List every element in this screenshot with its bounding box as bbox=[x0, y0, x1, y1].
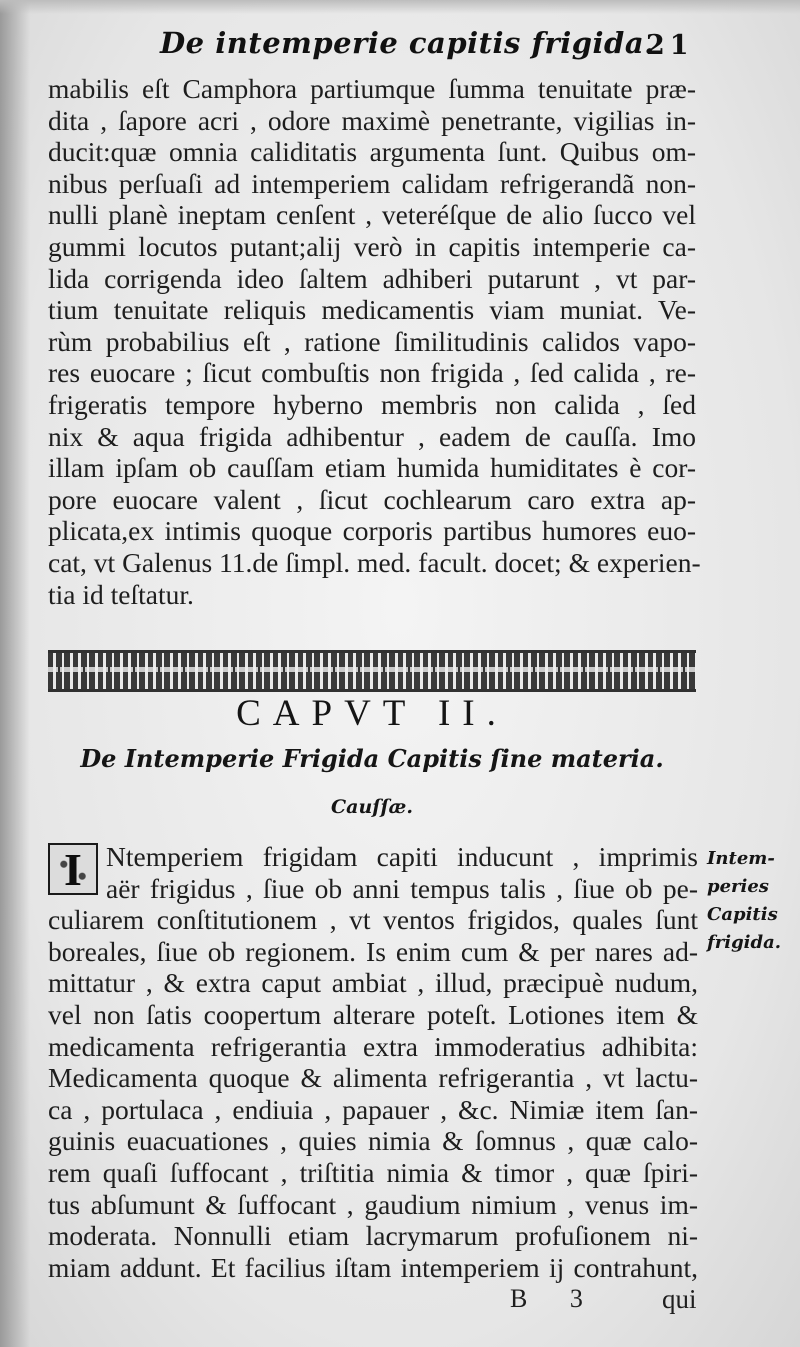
text-line: Medicamenta quoque & alimenta refrigerantia , vt lactu- bbox=[48, 1062, 698, 1094]
marginal-note bbox=[707, 845, 797, 957]
top-paragraph bbox=[48, 73, 701, 610]
text-line: illam ipſam ob cauſſam etiam humida humiditates è cor- bbox=[48, 452, 696, 484]
text-line: ca , portulaca , endiuia , papauer , &c. Nimiæ item ſan- bbox=[48, 1093, 698, 1125]
text-line: medicamenta refrigerantia extra immoderatius adhibita: bbox=[48, 1030, 698, 1062]
text-line: plicata,ex intimis quoque corporis partibus humores euo- bbox=[48, 515, 696, 547]
text-line: tium tenuitate reliquis medicamentis viam muniat. Ve- bbox=[48, 294, 696, 326]
text-line: lida corrigenda ideo ſaltem adhiberi putarunt , vt par- bbox=[48, 262, 696, 294]
text-line: tus abſumunt & ſuffocant , gaudium nimium , venus im- bbox=[48, 1188, 698, 1220]
section-label: Cauſſæ. bbox=[331, 796, 413, 818]
text-line: rùm probabilius eſt , ratione ſimilitudinis calidos vapo- bbox=[48, 325, 696, 357]
text-line: gummi locutos putant;alij verò in capitis intemperie ca- bbox=[48, 230, 696, 262]
catchword: qui bbox=[662, 1284, 697, 1314]
text-line: vel non ſatis coopertum alterare poteſt. Lotiones item & bbox=[48, 998, 698, 1030]
text-line: miam addunt. Et facilius iſtam intemperiem ij contrahunt, bbox=[48, 1251, 698, 1283]
text-line: ducit:quæ omnia caliditatis argumenta ſunt. Quibus om- bbox=[48, 136, 696, 168]
page-footer bbox=[48, 1284, 708, 1318]
chapter-title: CAPVT II. bbox=[236, 693, 508, 734]
text-line: res euocare ; ſicut combuſtis non frigida , ſed calida , re- bbox=[48, 357, 696, 389]
text-line: boreales, ſiue ob regionem. Is enim cum & per nares ad- bbox=[48, 935, 698, 967]
text-line: Ntemperiem frigidam capiti inducunt , imprimis bbox=[106, 841, 698, 872]
drop-cap-letter: I bbox=[64, 844, 82, 895]
text-line: guinis euacuationes , quies nimia & ſomnus , quæ calo- bbox=[48, 1125, 698, 1157]
marginal-note-line: Capitis bbox=[707, 904, 778, 925]
marginal-note-line: Intem- bbox=[707, 848, 775, 869]
text-line: nix & aqua frigida adhibentur , eadem de cauſſa. Imo bbox=[48, 420, 696, 452]
text-line: dita , ſapore acri , odore maximè penetrante, vigilias in- bbox=[48, 104, 696, 136]
marginal-note-line: frigida. bbox=[707, 932, 782, 953]
marginal-note-line: peries bbox=[707, 876, 769, 897]
signature-mark: B 3 bbox=[510, 1284, 601, 1313]
text-line: mabilis eſt Camphora partiumque ſumma tenuitate præ- bbox=[48, 73, 696, 104]
running-head: De intemperie capitis frigida. bbox=[160, 26, 655, 60]
gutter-shadow bbox=[0, 0, 30, 1347]
text-line: cat, vt Galenus 11.de ſimpl. med. facult. docet; & experien- bbox=[48, 546, 701, 578]
text-line: mittatur , & extra caput ambiat , illud, præcipuè nudum, bbox=[48, 967, 698, 999]
text-line: nibus perſuaſi ad intemperiem calidam refrigerandã non- bbox=[48, 167, 696, 199]
ornamental-border bbox=[48, 650, 696, 692]
page-number: 21 bbox=[646, 30, 694, 61]
chapter-subtitle: De Intemperie Frigida Capitis ſine materia. bbox=[80, 744, 664, 773]
text-line: rem quaſi ſuffocant , triſtitia nimia & timor , quæ ſpiri- bbox=[48, 1156, 698, 1188]
text-line: culiarem conſtitutionem , vt ventos frigidos, quales ſunt bbox=[48, 904, 698, 936]
text-line: frigeratis tempore hyberno membris non calida , ſed bbox=[48, 388, 696, 420]
text-line: moderata. Nonnulli etiam lacrymarum profuſionem ni- bbox=[48, 1220, 698, 1252]
text-line: nulli planè ineptam cenſent , veteréſque de alio ſucco vel bbox=[48, 199, 696, 231]
text-line: aër frigidus , ſiue ob anni tempus talis , ſiue ob pe- bbox=[106, 872, 698, 904]
text-line: tia id teſtatur. bbox=[48, 578, 194, 610]
text-line: pore euocare valent , ſicut cochlearum caro extra ap- bbox=[48, 483, 696, 515]
top-edge-shadow bbox=[0, 0, 800, 14]
second-paragraph bbox=[48, 841, 698, 1283]
